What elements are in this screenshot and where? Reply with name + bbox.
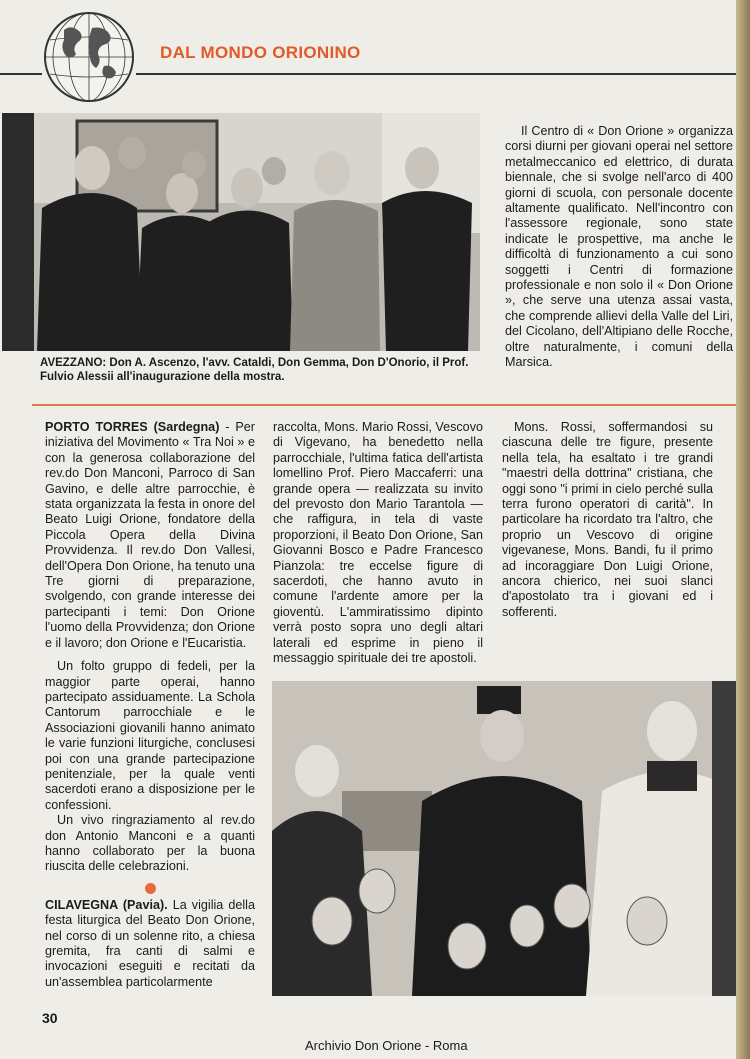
column-2	[273, 420, 483, 667]
article-text: La vigilia della festa liturgica del Beato Don Orione, nel corso di un solenne rito, a chiesa gremita, fra canti di salmi e invocazioni eseguiti e recitati da un'assemblea particolarmente	[45, 897, 255, 989]
article-text: - Per iniziativa del Movimento « Tra Noi » e con la generosa collaborazione del rev.do Don Manconi, Parroco di San Gavino, e delle altre parrocchie, è stata organizzata la festa in onore del Beato Luigi Orione, fondatore della Piccola Opera della Divina Provvidenza. Il rev.do Don Vallesi, dell'Opera Don Orione, ha tenuto una Tre giorni di preparazione, svolgendo, con grande interesse dei partecipanti i temi: Don Orione l'uomo della Provvidenza; don Orione e il lavoro; don Orione e l'Eucaristia.	[45, 420, 255, 650]
header-rule	[0, 73, 42, 75]
section-title: DAL MONDO ORIONINO	[160, 43, 361, 62]
article-paragraph	[45, 898, 255, 990]
page-edge	[736, 0, 750, 1059]
header-rule	[136, 73, 736, 75]
section-divider	[32, 404, 736, 406]
article-paragraph: Un folto gruppo di fedeli, per la maggior parte operai, hanno partecipato assiduamente. La Schola Cantorum parrocchiale e le Associazioni giovanili hanno animato le varie funzioni liturgiche, conclusesi poi con una grande partecipazione penitenziale, per la quale venti sacerdoti erano a disposizione per le confessioni.	[45, 659, 255, 812]
article-paragraph: Mons. Rossi, soffermandosi su ciascuna delle tre figure, presente nella tela, ha esaltato i tre grandi "maestri della dottrina" cristiana, che oggi sono "i primi in cielo perché sulla terra furono operatori di carità". In particolare ha ricordato tra l'altro, che proprio un Vescovo di origine vigevanese, Mons. Bandi, fu il primo ad incoraggiare Don Luigi Orione, ancora chierico, nei suoi slanci d'apostolato tra i giovani ed i sofferenti.	[502, 420, 713, 619]
intro-paragraph: Il Centro di « Don Orione » organizza corsi diurni per giovani operai nel settore metalmeccanico ed elettrico, di durata biennale, che si svolge nell'arco di 400 giorni di scuola, con personale docente altamente qualificato. Nell'incontro con l'assessore regionale, sono state indicate le prospettive, ma anche le difficoltà di funzionamento a cui sono soggetti i Centri di formazione professionale e non solo il « Don Orione », che serve una utenza assai vasta, che comprende allievi della Valle del Liri, del Cicolano, dell'Altipiano delle Rocche, oltre naturalmente, i comuni della Marsica.	[505, 124, 733, 370]
inauguration-photo	[2, 113, 480, 351]
article-paragraph: Un vivo ringraziamento al rev.do don Antonio Manconi e a quanti hanno collaborato per la buona riuscita delle celebrazioni.	[45, 813, 255, 874]
column-3	[502, 420, 713, 620]
article-paragraph	[45, 420, 255, 651]
globe-icon	[42, 10, 136, 104]
photo-caption: AVEZZANO: Don A. Ascenzo, l'avv. Cataldi, Don Gemma, Don D'Onorio, il Prof. Fulvio Alessii all'inaugurazione della mostra.	[40, 357, 469, 383]
column-1	[45, 420, 255, 990]
archive-credit: Archivio Don Orione - Roma	[305, 1038, 468, 1053]
painting-photo	[272, 681, 736, 996]
article-lead: PORTO TORRES (Sardegna)	[45, 420, 220, 434]
page-number: 30	[42, 1010, 58, 1026]
article-lead: CILAVEGNA (Pavia).	[45, 897, 168, 912]
article-paragraph: raccolta, Mons. Mario Rossi, Vescovo di Vigevano, ha benedetto nella parrocchiale, l'ultima fatica dell'artista lomellino Prof. Piero Maccaferri: una grande opera — realizzata su invito del prevosto don Mario Tarantola — che raffigura, in tela di vaste proporzioni, il Beato Don Orione, San Giovanni Bosco e Padre Francesco Pianzola: tre eccelse figure di sacerdoti, che hanno avuto in comune l'ardente amore per la gioventù. L'ammiratissimo dipinto verrà posto sopra uno degli altari laterali ed esprime in pieno il messaggio spirituale dei tre apostoli.	[273, 420, 483, 666]
bullet-dot	[145, 883, 156, 894]
